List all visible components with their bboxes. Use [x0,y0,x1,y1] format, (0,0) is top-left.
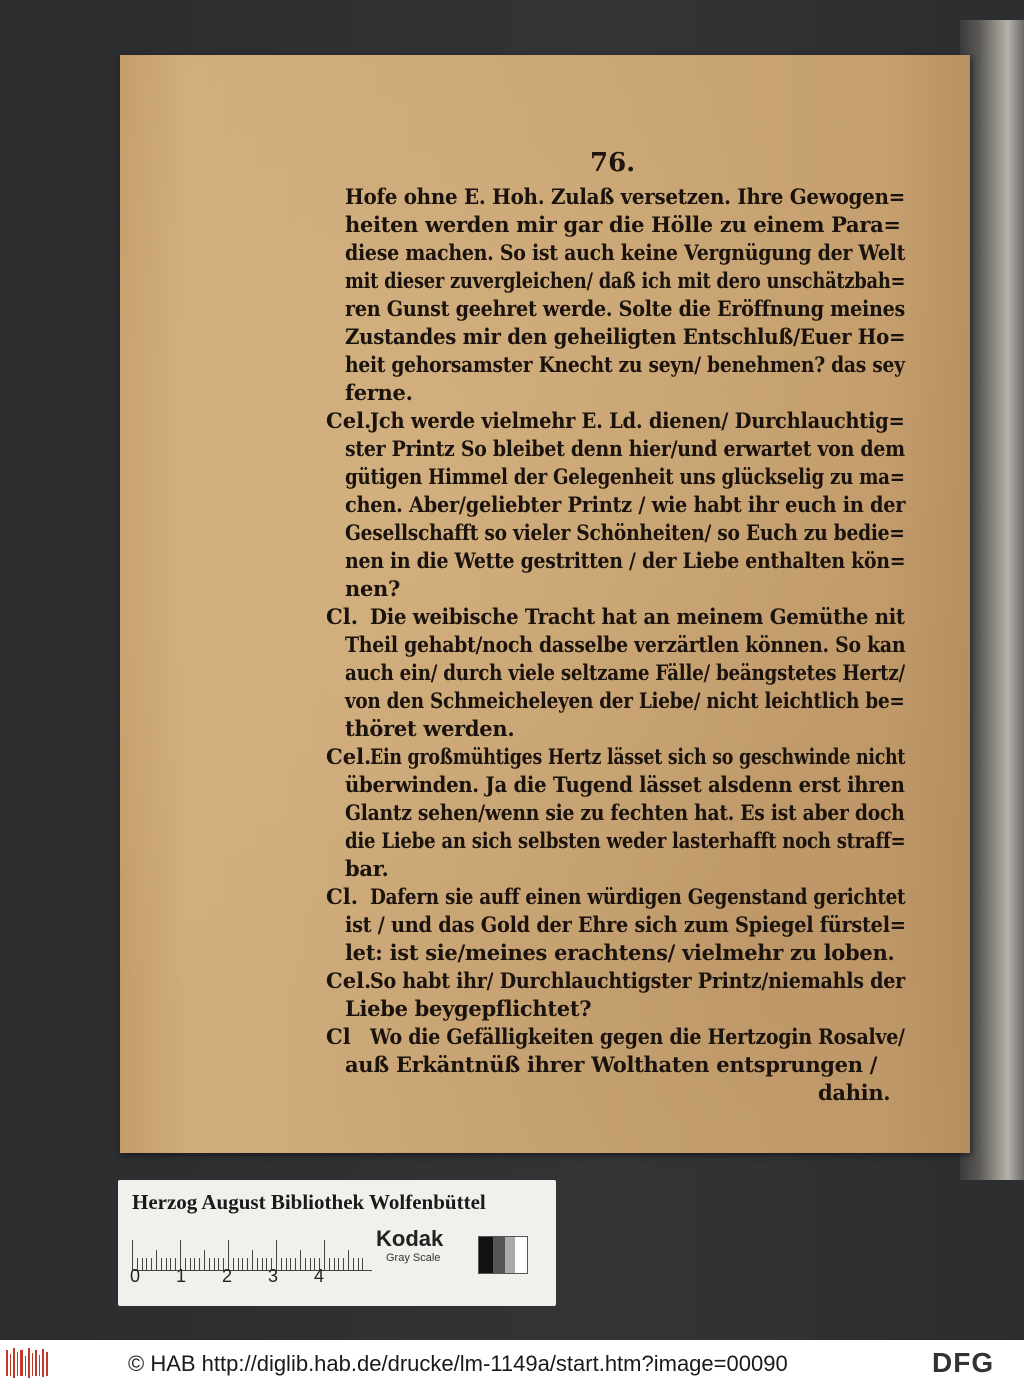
kodak-gray-scale-label: Gray Scale [386,1252,441,1264]
ruler-tick [242,1258,243,1270]
text-line: ster Printz So bleibet denn hier/und erwartet von dem [345,436,905,461]
ruler-tick [295,1258,296,1270]
footer-bar [0,1340,1024,1386]
speaker-label: Cl. [326,604,359,629]
text-line: let: ist sie/meines erachtens/ vielmehr zu loben. [345,940,895,965]
ruler-tick [190,1258,191,1270]
text-line: heit gehorsamster Knecht zu seyn/ benehmen? das sey [345,352,905,377]
text-line: von den Schmeicheleyen der Liebe/ nicht leichtlich be= [345,688,905,713]
text-line: diese machen. So ist auch keine Vergnügung der Welt [345,240,906,265]
text-line: Wo die Gefälligkeiten gegen die Hertzogin Rosalve/ [370,1024,905,1049]
ruler-tick [281,1258,282,1270]
ruler-tick [156,1250,157,1270]
scale-ruler [132,1232,372,1271]
ruler-tick [353,1258,354,1270]
ruler-tick [262,1258,263,1270]
ruler-tick [310,1258,311,1270]
speaker-label: Cel. [326,968,372,993]
text-line: auch ein/ durch viele seltzame Fälle/ beängstetes Hertz/ [345,660,905,685]
ruler-tick [348,1250,349,1270]
ruler-number: 2 [222,1266,233,1286]
text-line: überwinden. Ja die Tugend lässet alsdenn erst ihren [345,772,905,797]
ruler-tick [338,1258,339,1270]
ruler-tick [362,1258,363,1270]
ruler-tick [358,1258,359,1270]
text-line: Liebe beygepflichtet? [345,996,592,1021]
ruler-tick [324,1240,325,1270]
text-line: dahin. [818,1080,891,1105]
text-line: Theil gehabt/noch dasselbe verzärtlen können. So kan [345,632,906,657]
speaker-label: Cl. [326,884,359,909]
ruler-tick [209,1258,210,1270]
text-line: auß Erkäntnüß ihrer Wolthaten entsprungen / [345,1052,878,1077]
ruler-tick [238,1258,239,1270]
kodak-brand: Kodak [376,1226,444,1251]
text-line: bar. [345,856,389,881]
ruler-tick [329,1258,330,1270]
speaker-label: Cel. [326,408,372,433]
ruler-tick [151,1258,152,1270]
ruler-tick [286,1258,287,1270]
ruler-tick [146,1258,147,1270]
ruler-tick [252,1250,253,1270]
ruler-tick [334,1258,335,1270]
library-name: Herzog August Bibliothek Wolfenbüttel [132,1190,486,1214]
text-line: nen in die Wette gestritten / der Liebe enthalten kön= [345,548,906,573]
ruler-tick [214,1258,215,1270]
text-line: mit dieser zuvergleichen/ daß ich mit dero unschätzbah= [345,268,906,293]
ruler-number: 4 [314,1266,325,1286]
copyright-link[interactable]: © HAB http://diglib.hab.de/drucke/lm-1149a/start.htm?image=00090 [128,1351,788,1376]
ruler-tick [247,1258,248,1270]
speaker-label: Cl [326,1024,351,1049]
ruler-tick [194,1258,195,1270]
library-label-card [118,1180,556,1306]
ruler-tick [161,1258,162,1270]
text-line: die Liebe an sich selbsten weder lasterhafft noch straff= [345,828,906,853]
text-line: Gesellschafft so vieler Schönheiten/ so Euch zu bedie= [345,520,905,545]
ruler-tick [204,1250,205,1270]
text-line: ferne. [345,380,413,405]
ruler-number: 0 [130,1266,141,1286]
ruler-tick [233,1258,234,1270]
text-line: Jch werde vielmehr E. Ld. dienen/ Durchlauchtig= [370,408,905,433]
ruler-tick [305,1258,306,1270]
text-line: chen. Aber/geliebter Printz / wie habt ihr euch in der [345,492,906,517]
text-line: Dafern sie auff einen würdigen Gegenstand gerichtet [370,884,906,909]
text-line: Hofe ohne E. Hoh. Zulaß versetzen. Ihre Gewogen= [345,184,906,209]
dfg-logo: DFG [932,1347,995,1378]
ruler-tick [218,1258,219,1270]
barcode-icon [6,1348,48,1378]
ruler-tick [290,1258,291,1270]
ruler-tick [199,1258,200,1270]
ruler-tick [300,1250,301,1270]
text-line: Glantz sehen/wenn sie zu fechten hat. Es ist aber doch [345,800,905,825]
text-line: Zustandes mir den geheiligten Entschluß/Euer Ho= [345,324,906,349]
text-line: heiten werden mir gar die Hölle zu einem Para= [345,212,901,237]
ruler-number: 1 [176,1266,187,1286]
text-line: So habt ihr/ Durchlauchtigster Printz/niemahls der [370,968,905,993]
page-number: 76. [590,148,636,178]
ruler-tick [166,1258,167,1270]
text-line: nen? [345,576,401,601]
text-line: ren Gunst geehret werde. Solte die Eröffnung meines [345,296,906,321]
text-line: Die weibische Tracht hat an meinem Gemüthe nit [370,604,905,629]
ruler-tick [142,1258,143,1270]
gray-scale-patch [478,1236,528,1274]
text-line: gütigen Himmel der Gelegenheit uns glückselig zu ma= [345,464,905,489]
ruler-number: 3 [268,1266,279,1286]
speaker-label: Cel. [326,744,372,769]
ruler-tick [257,1258,258,1270]
text-line: thöret werden. [345,716,515,741]
text-line: Ein großmühtiges Hertz lässet sich so geschwinde nicht [370,744,906,769]
text-line: ist / und das Gold der Ehre sich zum Spiegel fürstel= [345,912,906,937]
ruler-tick [170,1258,171,1270]
ruler-tick [343,1258,344,1270]
